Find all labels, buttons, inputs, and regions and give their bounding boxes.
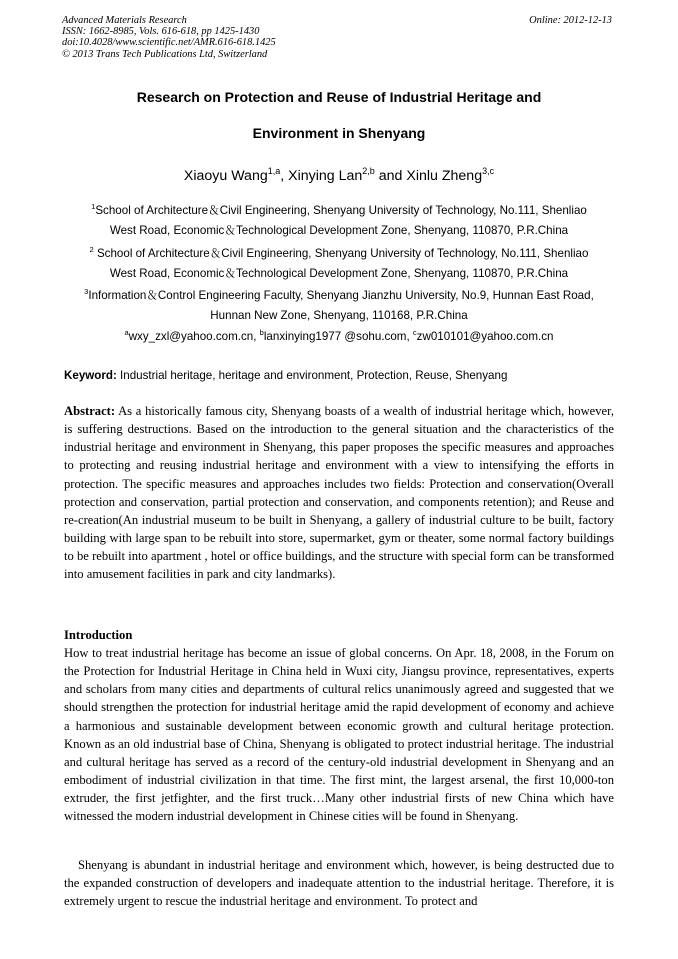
author-list: [62, 168, 616, 184]
keyword-text: Industrial heritage, heritage and environment, Protection, Reuse, Shenyang: [116, 369, 508, 382]
email-superscript: b: [259, 328, 264, 337]
email-superscript: c: [412, 328, 417, 337]
paper-title-line2: Environment in Shenyang: [252, 125, 426, 141]
author-emails: [62, 327, 616, 347]
abstract-label: Abstract:: [64, 404, 116, 418]
issn-line: ISSN: 1662-8985, Vols. 616-618, pp 1425-1430: [62, 26, 260, 38]
affiliation-superscript: 1: [91, 202, 96, 211]
paper-title-line1: Research on Protection and Reuse of Industrial Heritage and: [136, 89, 542, 105]
abstract-text: As a historically famous city, Shenyang boasts of a wealth of industrial heritage which, however, is suffering destructions. Based on the introduction to the general situation and the characteristics of the industrial heritage and environment in Shenyang, this paper proposes the specific measures and approaches to protecting and reusing industrial heritage and environment with a view to intensifying the efforts in protection. The specific measures and approaches includes two fields: Protection and conservation(Overall protection and conservation, partial protection and conservation, and components retention); and Reuse and re-creation(An industrial museum to be built in Shenyang, a gallery of industrial culture to be built, factory building with large span to be rebuilt into store, supermarket, gym or theater, some normal factory buildings to be rebuilt into apartment , hotel or office buildings, and the structure with special form can be transformed into amusement facilities in park and city landmarks).: [64, 404, 614, 582]
section-heading-introduction: Introduction: [64, 628, 133, 642]
email-address[interactable]: zw010101@yahoo.com.cn: [416, 330, 554, 343]
affiliation-superscript: 3: [84, 287, 89, 296]
copyright-line: © 2013 Trans Tech Publications Ltd, Switzerland: [62, 48, 268, 60]
affiliation-line: School of Architecture＆Civil Engineering, Shenyang University of Technology, No.111, Shenliao: [95, 204, 587, 217]
journal-name: Advanced Materials Research: [62, 15, 187, 26]
doi-line: doi:10.4028/www.scientific.net/AMR.616-618.1425: [62, 37, 276, 49]
affiliation-superscript: 2: [89, 245, 94, 254]
journal-header: [62, 15, 276, 60]
affiliation-line: Information＆Control Engineering Faculty, Shenyang Jianzhu University, No.9, Hunnan East Road,: [88, 289, 594, 302]
affiliation-line: Hunnan New Zone, Shenyang, 110168, P.R.China: [210, 309, 468, 322]
author-superscript: 3,c: [482, 166, 495, 176]
introduction-paragraph: How to treat industrial heritage has become an issue of global concerns. On Apr. 18, 2008, in the Forum on the Protection for Industrial Heritage in China held in Wuxi city, Jiangsu province, representatives, experts and scholars from many cities and departments of cultural relics unanimously agreed and suggested that we should strengthen the protection for industrial heritage amid the rapid development of economy and achieve a harmonious and sustainable development between economic growth and cultural heritage protection. Known as an old industrial base of China, Shenyang is obligated to protect industrial heritage. The industrial and cultural heritage has served as a record of the century-old industrial development in Shenyang and an embodiment of industrial civilization in that time. The first mint, the largest arsenal, the first 10,000-ton extruder, the first jetfighter, and the first truck…Many other industrial firsts of new China which have witnessed the modern industrial development in Chinese cities will be found in Shenyang.: [64, 646, 614, 824]
affiliation-1: [62, 201, 616, 241]
email-address[interactable]: wxy_zxl@yahoo.com.cn,: [128, 330, 260, 343]
affiliation-2: [62, 244, 616, 284]
author-name: Xinlu Zheng: [406, 168, 483, 184]
author-name: Xinying Lan: [288, 168, 363, 184]
introduction-paragraph: Shenyang is abundant in industrial heritage and environment which, however, is being destructed due to the expanded construction of developers and inadequate attention to the industrial heritage. Therefore, it is extremely urgent to rescue the industrial heritage and environment. To protect and: [64, 858, 614, 909]
author-separator: and: [374, 168, 407, 184]
author-name: Xiaoyu Wang: [183, 168, 268, 184]
affiliation-line: School of Architecture＆Civil Engineering, Shenyang University of Technology, No.111, Shenliao: [93, 247, 589, 260]
affiliation-line: West Road, Economic＆Technological Development Zone, Shenyang, 110870, P.R.China: [109, 224, 569, 237]
affiliation-line: West Road, Economic＆Technological Development Zone, Shenyang, 110870, P.R.China: [109, 267, 569, 280]
email-address[interactable]: lanxinying1977 @sohu.com,: [263, 330, 413, 343]
author-separator: ,: [280, 168, 289, 184]
email-superscript: a: [124, 328, 129, 337]
online-date: Online: 2012-12-13: [529, 15, 612, 26]
abstract: [64, 402, 614, 584]
affiliation-3: [62, 286, 616, 326]
keyword-label: Keyword:: [64, 369, 117, 382]
author-superscript: 1,a: [267, 166, 281, 176]
author-superscript: 2,b: [362, 166, 375, 176]
keywords: [64, 367, 616, 385]
